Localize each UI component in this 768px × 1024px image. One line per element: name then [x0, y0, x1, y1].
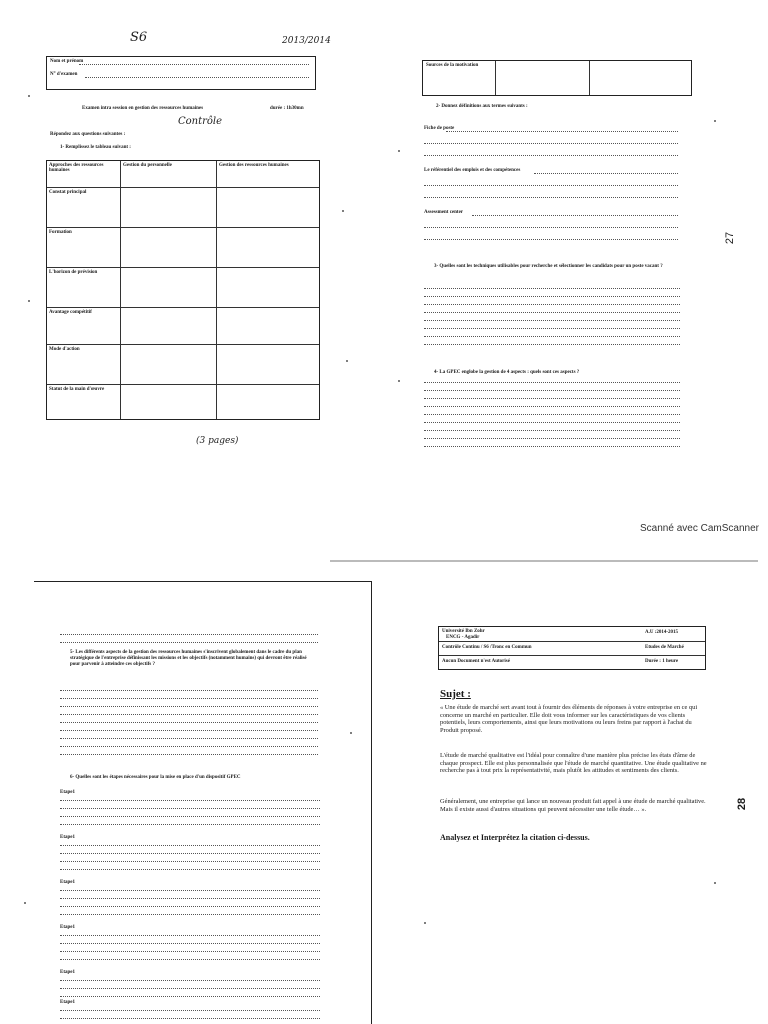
- university-name: Université Ibn Zohr: [442, 629, 485, 634]
- scan-edge: [330, 560, 758, 562]
- table-row-label: Mode d'action: [49, 347, 80, 352]
- subject-paragraph: L'étude de marché qualitative est l'idéal pour connaître d'une manière plus précise les états d'âme de chaque prospect. Elle est plus personnalisée que l'étude de marché quantitative. Une étude qualitative ne recherche pas à tout prix la représentativité, mais plutôt les attitudes et sentiments des clients.: [440, 752, 707, 775]
- question-4: 4- La GPEC englobe la gestion de 4 aspects : quels sont ces aspects ?: [434, 370, 580, 375]
- name-label: Nom et prénom: [50, 59, 84, 64]
- question-3: 3- Quelles sont les techniques utilisables pour recherche et sélectionner les candidats pour un poste vacant ?: [434, 264, 663, 269]
- term-referential: Le référentiel des emplois et des compétences: [424, 168, 521, 173]
- header-table: [438, 626, 706, 670]
- step-label: Etape1: [60, 790, 75, 795]
- handwritten-year: 2013/2014: [282, 36, 331, 46]
- handwritten-controle: Contrôle: [178, 116, 223, 127]
- question-6: 6- Quelles sont les étapes nécessaires pour la mise en place d'un dispositif GPEC: [70, 775, 241, 780]
- subject-paragraph: Généralement, une entreprise qui lance un nouveau produit fait appel à une étude de marché qualitative. Mais il existe aussi d'autres situations qui peuvent nécessiter une telle étude… ».: [440, 798, 706, 813]
- identity-box: [46, 56, 316, 90]
- table-header-hr: Gestion des ressources humaines: [219, 163, 289, 168]
- subject-paragraph: « Une étude de marché sert avant tout à fournir des éléments de réponses à votre entreprise en ce qui concerne un marché en particulier. Elle doit vous informer sur les caractéristiques de vos clients potentiels, leurs comportements, ainsi que leurs motivations ou leurs freins par rapport à l'achat du Produit proposé.: [440, 704, 698, 734]
- subject-name: Etudes de Marché: [645, 645, 684, 650]
- table-header-personnel: Gestion du personnelle: [123, 163, 172, 168]
- page-number-27: 27: [724, 231, 737, 245]
- step-label: Etape1: [60, 925, 75, 930]
- step-label: Etape1: [60, 880, 75, 885]
- exam-title: Examen intra session en gestion des ressources humaines: [82, 106, 204, 111]
- comparison-table: [46, 160, 320, 420]
- sujet-heading: Sujet :: [440, 688, 471, 700]
- step-label: Etape1: [60, 1000, 75, 1005]
- term-job-sheet: Fiche de poste: [424, 126, 455, 131]
- page-number-28: 28: [736, 797, 749, 811]
- academic-year: A.U :2014-2015: [645, 630, 679, 635]
- step-label: Etape1: [60, 835, 75, 840]
- handwritten-page-count: (3 pages): [196, 436, 239, 446]
- page-1: [0, 0, 384, 520]
- instruction: Répondez aux questions suivantes :: [50, 132, 126, 137]
- final-instruction: Analysez et Interprétez la citation ci-dessus.: [440, 833, 590, 842]
- handwritten-semester: S6: [130, 30, 148, 45]
- table-row-label: Statut de la main d'œuvre: [49, 387, 105, 392]
- table-row-label: Formation: [49, 230, 72, 235]
- table-row-label: Avantage compétitif: [49, 310, 92, 315]
- step-label: Etape1: [60, 970, 75, 975]
- exam-number-label: N° d'examen: [50, 72, 78, 77]
- question-2: 2- Donnez définitions aux termes suivants :: [436, 104, 528, 109]
- no-documents: Aucun Document n'est Autorisé: [442, 659, 510, 664]
- control-type: Contrôle Continu / S6 /Tronc en Commun: [442, 645, 532, 650]
- exam-duration: durée : 1h30mn: [270, 106, 304, 111]
- page-2: [384, 0, 768, 520]
- table-row-label: L'horizon de prévision: [49, 270, 98, 275]
- camscanner-watermark: Scanné avec CamScanner: [640, 523, 759, 534]
- table-row-label: Constat principal: [49, 190, 87, 195]
- school-name: ENCG - Agadir: [446, 635, 480, 640]
- question-5: 5- Les différents aspects de la gestion des ressources humaines s'inscrivent globalement dans le cadre du plan stratégique de l'entreprise définissant les missions et les objectifs (notamment humains) qui devront être réalisé pour parvenir à atteindre ces objectifs ?: [70, 650, 307, 667]
- page-4: [384, 582, 768, 1024]
- motivation-label: Sources de la motivation: [426, 63, 479, 68]
- exam-duration: Durée : 1 heure: [645, 659, 679, 664]
- term-assessment: Assessment center: [424, 210, 464, 215]
- table-header-approaches: Approches des ressources humaines: [49, 163, 104, 173]
- motivation-row: [422, 60, 692, 96]
- page-3: [0, 582, 372, 1024]
- question-1: 1- Remplissez le tableau suivant :: [60, 145, 131, 150]
